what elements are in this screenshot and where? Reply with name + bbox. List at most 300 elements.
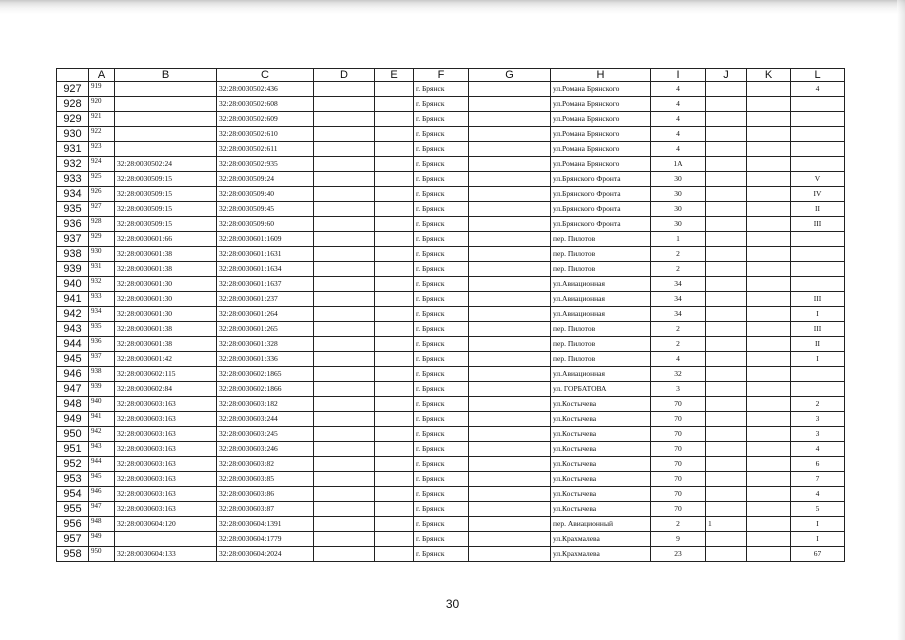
cell-i: 4 xyxy=(651,97,706,112)
cell-h: ул.Брянского Фронта xyxy=(551,172,651,187)
row-number-cell: 930 xyxy=(57,127,89,142)
cell-b: 32:28:0030603:163 xyxy=(115,502,217,517)
cell-j xyxy=(706,172,747,187)
cell-c: 32:28:0030603:246 xyxy=(217,442,314,457)
row-number-cell: 927 xyxy=(57,82,89,97)
cell-f: г. Брянск xyxy=(414,547,469,562)
cell-j xyxy=(706,142,747,157)
cell-g xyxy=(469,397,551,412)
cell-c: 32:28:0030603:82 xyxy=(217,457,314,472)
row-number-cell: 939 xyxy=(57,262,89,277)
cell-i: 2 xyxy=(651,247,706,262)
cell-c: 32:28:0030502:610 xyxy=(217,127,314,142)
cell-j xyxy=(706,412,747,427)
cell-f: г. Брянск xyxy=(414,397,469,412)
cell-k xyxy=(747,127,791,142)
column-header-f: F xyxy=(414,69,469,82)
cell-d xyxy=(314,412,375,427)
table-row xyxy=(57,277,845,292)
cell-b: 32:28:0030603:163 xyxy=(115,442,217,457)
row-number-cell: 936 xyxy=(57,217,89,232)
cell-d xyxy=(314,322,375,337)
cell-k xyxy=(747,472,791,487)
cell-g xyxy=(469,307,551,322)
cell-f: г. Брянск xyxy=(414,382,469,397)
cell-b: 32:28:0030601:38 xyxy=(115,337,217,352)
cell-g xyxy=(469,112,551,127)
cell-i: 70 xyxy=(651,397,706,412)
cell-j xyxy=(706,322,747,337)
cell-k xyxy=(747,547,791,562)
cell-e xyxy=(375,532,414,547)
cell-k xyxy=(747,337,791,352)
cell-l: 3 xyxy=(791,412,845,427)
cell-a: 934 xyxy=(89,307,115,322)
cell-e xyxy=(375,502,414,517)
cell-f: г. Брянск xyxy=(414,262,469,277)
cell-g xyxy=(469,547,551,562)
cell-c: 32:28:0030601:265 xyxy=(217,322,314,337)
cell-j xyxy=(706,307,747,322)
cell-f: г. Брянск xyxy=(414,202,469,217)
cell-j xyxy=(706,97,747,112)
cell-k xyxy=(747,427,791,442)
cell-k xyxy=(747,82,791,97)
cell-b xyxy=(115,112,217,127)
cell-e xyxy=(375,142,414,157)
cell-g xyxy=(469,262,551,277)
cell-i: 70 xyxy=(651,457,706,472)
cell-h: ул.Брянского Фронта xyxy=(551,202,651,217)
cell-d xyxy=(314,472,375,487)
cell-g xyxy=(469,127,551,142)
column-header-b: B xyxy=(115,69,217,82)
cell-j xyxy=(706,457,747,472)
cell-j xyxy=(706,187,747,202)
cell-c: 32:28:0030509:24 xyxy=(217,172,314,187)
cell-j xyxy=(706,427,747,442)
cell-j: 1 xyxy=(706,517,747,532)
cell-j xyxy=(706,277,747,292)
cell-g xyxy=(469,247,551,262)
corner-header xyxy=(57,69,89,82)
column-header-h: H xyxy=(551,69,651,82)
table-row xyxy=(57,322,845,337)
cell-a: 930 xyxy=(89,247,115,262)
cell-c: 32:28:0030603:85 xyxy=(217,472,314,487)
cell-a: 933 xyxy=(89,292,115,307)
cell-b: 32:28:0030602:84 xyxy=(115,382,217,397)
cell-e xyxy=(375,277,414,292)
cell-c: 32:28:0030509:45 xyxy=(217,202,314,217)
cell-j xyxy=(706,532,747,547)
cell-g xyxy=(469,517,551,532)
cell-h: пер. Пилотов xyxy=(551,352,651,367)
cell-j xyxy=(706,202,747,217)
cell-g xyxy=(469,292,551,307)
cell-g xyxy=(469,502,551,517)
row-number-cell: 928 xyxy=(57,97,89,112)
cell-h: пер. Пилотов xyxy=(551,232,651,247)
cell-d xyxy=(314,262,375,277)
cell-e xyxy=(375,307,414,322)
cell-k xyxy=(747,532,791,547)
cell-k xyxy=(747,262,791,277)
cell-h: ул.Романа Брянского xyxy=(551,82,651,97)
column-header-g: G xyxy=(469,69,551,82)
cell-e xyxy=(375,397,414,412)
cell-k xyxy=(747,457,791,472)
cell-b: 32:28:0030601:30 xyxy=(115,277,217,292)
cell-l: I xyxy=(791,517,845,532)
cell-l: 4 xyxy=(791,487,845,502)
row-number-cell: 945 xyxy=(57,352,89,367)
cell-j xyxy=(706,397,747,412)
cell-l xyxy=(791,97,845,112)
row-number-cell: 950 xyxy=(57,427,89,442)
cell-f: г. Брянск xyxy=(414,172,469,187)
column-header-c: C xyxy=(217,69,314,82)
cell-k xyxy=(747,517,791,532)
table-row xyxy=(57,487,845,502)
cell-h: ул. ГОРБАТОВА xyxy=(551,382,651,397)
cell-l: 67 xyxy=(791,547,845,562)
cell-l xyxy=(791,247,845,262)
cell-b: 32:28:0030509:15 xyxy=(115,172,217,187)
cell-k xyxy=(747,367,791,382)
cell-e xyxy=(375,202,414,217)
cell-d xyxy=(314,142,375,157)
spreadsheet-table xyxy=(56,68,845,562)
cell-d xyxy=(314,337,375,352)
row-number-cell: 940 xyxy=(57,277,89,292)
cell-a: 932 xyxy=(89,277,115,292)
row-number-cell: 931 xyxy=(57,142,89,157)
cell-f: г. Брянск xyxy=(414,292,469,307)
column-header-l: L xyxy=(791,69,845,82)
cell-i: 30 xyxy=(651,217,706,232)
cell-j xyxy=(706,247,747,262)
cell-i: 34 xyxy=(651,292,706,307)
cell-l: 2 xyxy=(791,397,845,412)
cell-g xyxy=(469,172,551,187)
cell-a: 945 xyxy=(89,472,115,487)
cell-c: 32:28:0030502:609 xyxy=(217,112,314,127)
cell-d xyxy=(314,112,375,127)
cell-c: 32:28:0030601:264 xyxy=(217,307,314,322)
table-row xyxy=(57,412,845,427)
column-header-row xyxy=(57,69,845,82)
cell-g xyxy=(469,232,551,247)
cell-d xyxy=(314,232,375,247)
cell-e xyxy=(375,157,414,172)
cell-f: г. Брянск xyxy=(414,367,469,382)
cell-h: пер. Пилотов xyxy=(551,322,651,337)
cell-h: пер. Пилотов xyxy=(551,262,651,277)
cell-i: 34 xyxy=(651,307,706,322)
cell-b: 32:28:0030604:133 xyxy=(115,547,217,562)
table-row xyxy=(57,142,845,157)
cell-b xyxy=(115,97,217,112)
cell-k xyxy=(747,142,791,157)
cell-k xyxy=(747,217,791,232)
row-number-cell: 938 xyxy=(57,247,89,262)
cell-l: II xyxy=(791,337,845,352)
cell-j xyxy=(706,337,747,352)
cell-i: 4 xyxy=(651,127,706,142)
cell-g xyxy=(469,277,551,292)
row-number-cell: 946 xyxy=(57,367,89,382)
cell-d xyxy=(314,382,375,397)
cell-d xyxy=(314,352,375,367)
cell-i: 2 xyxy=(651,337,706,352)
cell-a: 929 xyxy=(89,232,115,247)
cell-k xyxy=(747,307,791,322)
table-row xyxy=(57,202,845,217)
cell-l: 6 xyxy=(791,457,845,472)
cell-k xyxy=(747,442,791,457)
cell-l: V xyxy=(791,172,845,187)
cell-l: 3 xyxy=(791,427,845,442)
cell-i: 2 xyxy=(651,517,706,532)
cell-h: ул.Авиационная xyxy=(551,367,651,382)
cell-l xyxy=(791,277,845,292)
cell-j xyxy=(706,232,747,247)
cell-h: ул.Романа Брянского xyxy=(551,157,651,172)
cell-d xyxy=(314,367,375,382)
cell-g xyxy=(469,142,551,157)
cell-e xyxy=(375,127,414,142)
cell-d xyxy=(314,487,375,502)
cell-h: пер. Пилотов xyxy=(551,247,651,262)
cell-h: ул.Авиационная xyxy=(551,277,651,292)
cell-a: 919 xyxy=(89,82,115,97)
cell-j xyxy=(706,502,747,517)
row-number-cell: 942 xyxy=(57,307,89,322)
cell-l xyxy=(791,112,845,127)
cell-b: 32:28:0030603:163 xyxy=(115,427,217,442)
cell-h: ул.Костычева xyxy=(551,442,651,457)
cell-k xyxy=(747,97,791,112)
column-header-d: D xyxy=(314,69,375,82)
cell-e xyxy=(375,487,414,502)
cell-g xyxy=(469,187,551,202)
cell-k xyxy=(747,382,791,397)
cell-e xyxy=(375,247,414,262)
cell-b: 32:28:0030602:115 xyxy=(115,367,217,382)
cell-f: г. Брянск xyxy=(414,97,469,112)
row-number-cell: 943 xyxy=(57,322,89,337)
cell-a: 938 xyxy=(89,367,115,382)
cell-h: пер. Пилотов xyxy=(551,337,651,352)
cell-e xyxy=(375,352,414,367)
cell-c: 32:28:0030502:935 xyxy=(217,157,314,172)
cell-b: 32:28:0030604:120 xyxy=(115,517,217,532)
cell-e xyxy=(375,337,414,352)
cell-h: ул.Костычева xyxy=(551,397,651,412)
cell-g xyxy=(469,487,551,502)
cell-i: 9 xyxy=(651,532,706,547)
row-number-cell: 953 xyxy=(57,472,89,487)
cell-e xyxy=(375,547,414,562)
table-row xyxy=(57,262,845,277)
cell-f: г. Брянск xyxy=(414,412,469,427)
cell-l: II xyxy=(791,202,845,217)
cell-h: ул.Романа Брянского xyxy=(551,112,651,127)
cell-l: III xyxy=(791,292,845,307)
table-row xyxy=(57,172,845,187)
cell-i: 30 xyxy=(651,202,706,217)
row-number-cell: 933 xyxy=(57,172,89,187)
cell-a: 937 xyxy=(89,352,115,367)
cell-e xyxy=(375,262,414,277)
cell-i: 70 xyxy=(651,502,706,517)
table-row xyxy=(57,382,845,397)
table-row xyxy=(57,397,845,412)
table-row xyxy=(57,217,845,232)
cell-k xyxy=(747,277,791,292)
cell-b: 32:28:0030509:15 xyxy=(115,202,217,217)
cell-k xyxy=(747,322,791,337)
table-row xyxy=(57,517,845,532)
cell-b xyxy=(115,532,217,547)
row-number-cell: 941 xyxy=(57,292,89,307)
cell-b: 32:28:0030509:15 xyxy=(115,187,217,202)
cell-f: г. Брянск xyxy=(414,142,469,157)
cell-d xyxy=(314,457,375,472)
cell-f: г. Брянск xyxy=(414,232,469,247)
cell-b: 32:28:0030603:163 xyxy=(115,487,217,502)
row-number-cell: 955 xyxy=(57,502,89,517)
cell-k xyxy=(747,292,791,307)
cell-f: г. Брянск xyxy=(414,532,469,547)
cell-a: 942 xyxy=(89,427,115,442)
cell-a: 923 xyxy=(89,142,115,157)
scan-shadow-top xyxy=(0,0,905,14)
cell-j xyxy=(706,262,747,277)
cell-b: 32:28:0030502:24 xyxy=(115,157,217,172)
table-row xyxy=(57,232,845,247)
table-row xyxy=(57,292,845,307)
cell-h: ул.Костычева xyxy=(551,427,651,442)
cell-g xyxy=(469,412,551,427)
cell-k xyxy=(747,112,791,127)
cell-j xyxy=(706,292,747,307)
cell-k xyxy=(747,487,791,502)
column-header-i: I xyxy=(651,69,706,82)
row-number-cell: 932 xyxy=(57,157,89,172)
cell-i: 1А xyxy=(651,157,706,172)
cell-c: 32:28:0030603:182 xyxy=(217,397,314,412)
cell-c: 32:28:0030603:244 xyxy=(217,412,314,427)
cell-g xyxy=(469,427,551,442)
cell-l: 7 xyxy=(791,472,845,487)
cell-i: 4 xyxy=(651,352,706,367)
cell-k xyxy=(747,187,791,202)
cell-k xyxy=(747,202,791,217)
cell-l: I xyxy=(791,307,845,322)
cell-f: г. Брянск xyxy=(414,112,469,127)
cell-f: г. Брянск xyxy=(414,472,469,487)
table-row xyxy=(57,247,845,262)
cell-f: г. Брянск xyxy=(414,487,469,502)
cell-j xyxy=(706,472,747,487)
table-row xyxy=(57,427,845,442)
cell-a: 950 xyxy=(89,547,115,562)
cell-g xyxy=(469,442,551,457)
cell-l xyxy=(791,382,845,397)
cell-b: 32:28:0030603:163 xyxy=(115,457,217,472)
cell-b: 32:28:0030603:163 xyxy=(115,472,217,487)
cell-a: 940 xyxy=(89,397,115,412)
cell-f: г. Брянск xyxy=(414,502,469,517)
cell-f: г. Брянск xyxy=(414,157,469,172)
cell-f: г. Брянск xyxy=(414,127,469,142)
cell-h: ул.Костычева xyxy=(551,487,651,502)
cell-l xyxy=(791,367,845,382)
cell-e xyxy=(375,382,414,397)
cell-b xyxy=(115,82,217,97)
cell-e xyxy=(375,187,414,202)
table-row xyxy=(57,337,845,352)
table-row xyxy=(57,82,845,97)
cell-b xyxy=(115,127,217,142)
row-number-cell: 934 xyxy=(57,187,89,202)
cell-h: ул.Брянского Фронта xyxy=(551,187,651,202)
cell-a: 931 xyxy=(89,262,115,277)
cell-b: 32:28:0030603:163 xyxy=(115,412,217,427)
cell-i: 70 xyxy=(651,487,706,502)
cell-c: 32:28:0030509:40 xyxy=(217,187,314,202)
cell-l: III xyxy=(791,217,845,232)
cell-a: 920 xyxy=(89,97,115,112)
row-number-cell: 958 xyxy=(57,547,89,562)
cell-g xyxy=(469,157,551,172)
table-row xyxy=(57,97,845,112)
cell-h: ул.Крахмалева xyxy=(551,547,651,562)
cell-i: 4 xyxy=(651,112,706,127)
table-row xyxy=(57,307,845,322)
cell-e xyxy=(375,517,414,532)
cell-d xyxy=(314,217,375,232)
cell-i: 70 xyxy=(651,472,706,487)
cell-f: г. Брянск xyxy=(414,277,469,292)
cell-f: г. Брянск xyxy=(414,187,469,202)
cell-c: 32:28:0030601:1609 xyxy=(217,232,314,247)
cell-c: 32:28:0030601:328 xyxy=(217,337,314,352)
table-row xyxy=(57,442,845,457)
cell-b: 32:28:0030601:30 xyxy=(115,307,217,322)
cell-b: 32:28:0030601:38 xyxy=(115,262,217,277)
cell-d xyxy=(314,247,375,262)
cell-e xyxy=(375,97,414,112)
cell-h: ул.Костычева xyxy=(551,457,651,472)
cell-a: 936 xyxy=(89,337,115,352)
row-number-cell: 948 xyxy=(57,397,89,412)
cell-f: г. Брянск xyxy=(414,337,469,352)
cell-j xyxy=(706,367,747,382)
cell-d xyxy=(314,442,375,457)
cell-a: 941 xyxy=(89,412,115,427)
cell-j xyxy=(706,547,747,562)
cell-a: 948 xyxy=(89,517,115,532)
cell-a: 922 xyxy=(89,127,115,142)
row-number-cell: 954 xyxy=(57,487,89,502)
cell-c: 32:28:0030502:608 xyxy=(217,97,314,112)
cell-h: ул.Брянского Фронта xyxy=(551,217,651,232)
cell-g xyxy=(469,322,551,337)
table-row xyxy=(57,547,845,562)
